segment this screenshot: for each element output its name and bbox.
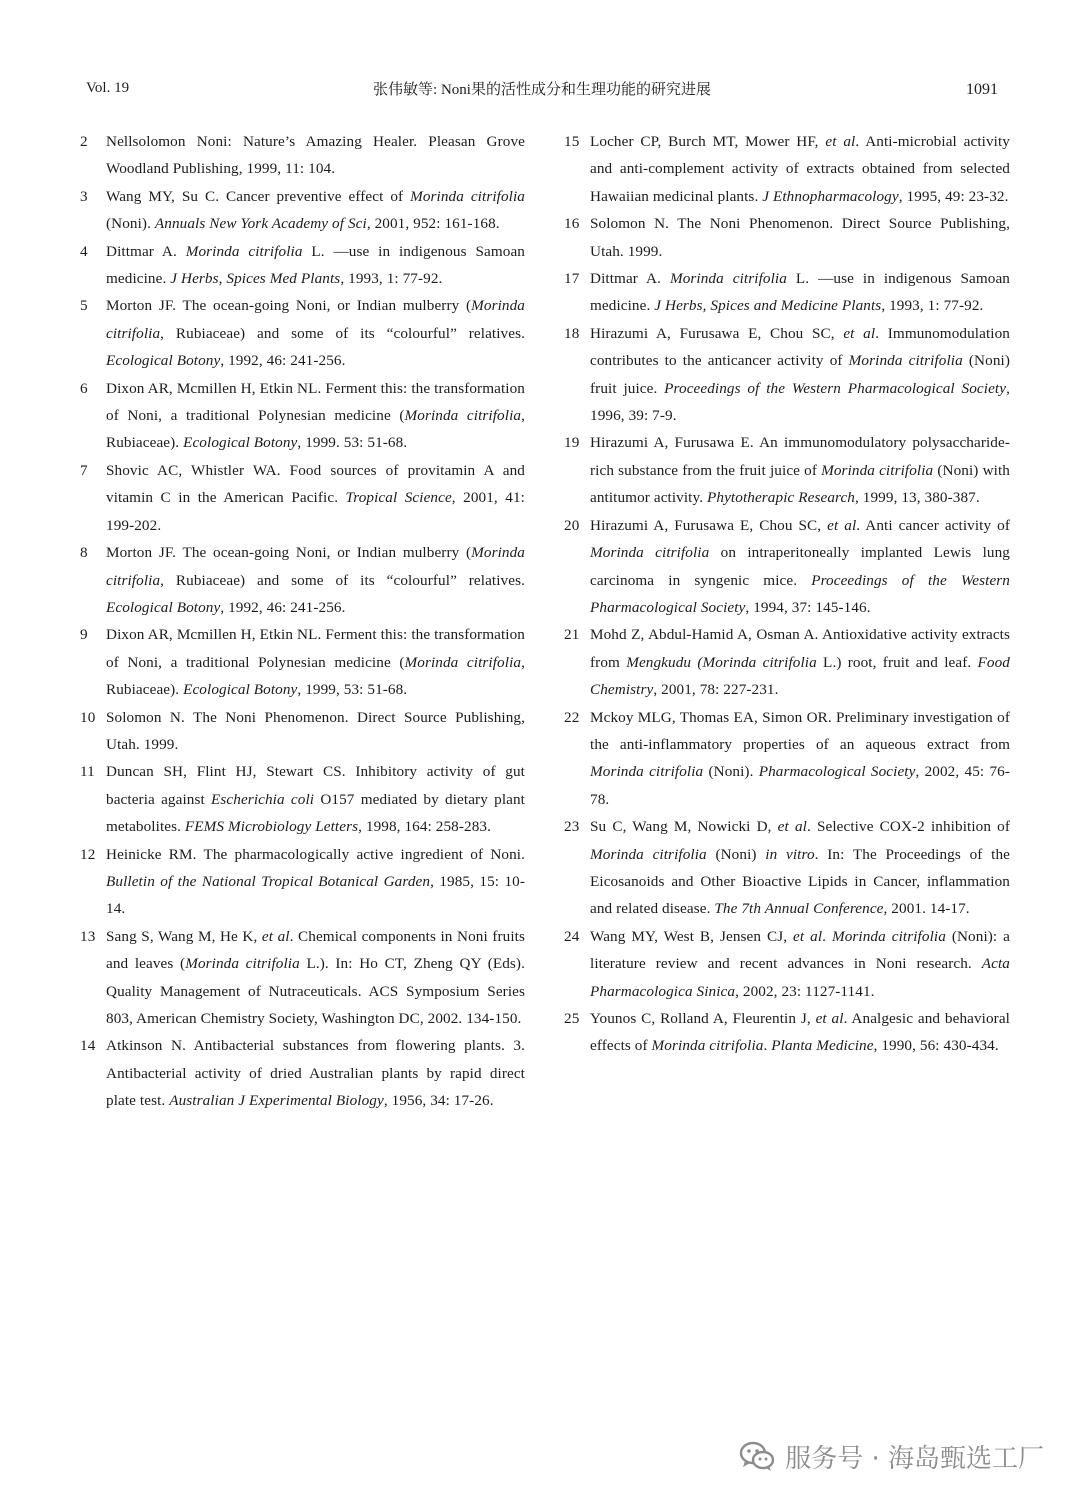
reference-segment: , 1992, 46: 241-256. xyxy=(220,598,346,616)
reference-number: 25 xyxy=(564,1010,580,1027)
reference-segment: . In: The Proceedings of the Eicosanoids and Other Bioactive Lipids in Cancer, inflammation and related disease. xyxy=(590,845,1010,918)
reference-segment: . Selective COX-2 inhibition of xyxy=(806,818,1011,836)
reference-italic-segment: et al xyxy=(793,927,823,945)
reference-text xyxy=(590,928,1010,1000)
reference-italic-segment: J Herbs, Spices Med Plants xyxy=(170,270,341,288)
reference-italic-segment: Ecological Botony xyxy=(183,434,298,452)
reference-italic-segment: Morinda citrifolia xyxy=(410,187,525,205)
reference-italic-segment: Acta Pharmacologica Sinica xyxy=(590,955,1010,1000)
reference-number: 21 xyxy=(564,626,580,644)
reference-text xyxy=(590,626,1010,698)
reference-segment: , 1992, 46: 241-256. xyxy=(220,352,346,370)
reference-text xyxy=(590,709,1010,808)
reference-number: 13 xyxy=(80,927,96,945)
reference-text xyxy=(106,846,525,918)
reference-segment: Morton JF. The ocean-going Noni, or Indian mulberry ( xyxy=(106,297,472,315)
reference-italic-segment: Ecological Botony xyxy=(106,598,221,616)
reference-segment: . xyxy=(763,1037,772,1055)
reference-italic-segment: Morinda citrifolia xyxy=(404,407,522,425)
reference-number: 7 xyxy=(80,461,88,479)
reference-text xyxy=(590,517,1010,616)
reference-segment: L. —use in indigenous Samoan medicine. xyxy=(590,270,1010,315)
reference-number: 18 xyxy=(564,324,580,342)
reference-text xyxy=(106,380,525,452)
reference-segment: , 2001, 41: 199-202. xyxy=(106,489,525,534)
reference-segment: (Noni) fruit juice. xyxy=(590,352,1010,397)
reference-text xyxy=(106,928,525,1027)
reference-italic-segment: Morinda citrifolia xyxy=(669,270,787,288)
reference-number: 8 xyxy=(80,544,88,562)
reference-item xyxy=(80,841,525,923)
reference-italic-segment: et al xyxy=(827,516,857,534)
reference-italic-segment: Morinda citrifolia xyxy=(185,242,303,260)
reference-segment: . xyxy=(822,927,832,945)
reference-text xyxy=(106,763,525,835)
reference-segment: . Analgesic and behavioral effects of xyxy=(590,1010,1010,1055)
reference-text xyxy=(590,133,1010,205)
reference-segment: , 2001, 78: 227-231. xyxy=(653,681,779,699)
reference-item xyxy=(80,128,525,183)
reference-italic-segment: Tropical Science xyxy=(345,489,452,507)
reference-italic-segment: Proceedings of the Western Pharmacological Society xyxy=(590,571,1010,616)
reference-text xyxy=(590,818,1010,917)
reference-text xyxy=(590,1010,1010,1054)
watermark-text: 服务号 · 海岛甄选工厂 xyxy=(785,1443,1044,1474)
reference-segment: Locher CP, Burch MT, Mower HF, xyxy=(590,133,826,150)
reference-segment: . Anti cancer activity of xyxy=(856,516,1010,534)
reference-text xyxy=(106,243,525,287)
reference-text xyxy=(106,1037,525,1109)
reference-item xyxy=(564,1005,1010,1060)
reference-segment: Duncan SH, Flint HJ, Stewart CS. Inhibitory activity of gut bacteria against xyxy=(106,763,525,808)
references-right-column xyxy=(564,128,1010,1060)
reference-italic-segment: J Herbs, Spices and Medicine Plants xyxy=(654,297,882,315)
reference-italic-segment: Morinda citrifolia xyxy=(590,845,707,863)
reference-segment: Morton JF. The ocean-going Noni, or Indian mulberry ( xyxy=(106,544,472,562)
reference-italic-segment: Morinda citrifolia xyxy=(821,461,934,479)
reference-item xyxy=(564,320,1010,430)
reference-number: 5 xyxy=(80,297,88,315)
reference-italic-segment: Morinda citrifolia xyxy=(590,544,710,562)
reference-italic-segment: et al xyxy=(825,133,856,150)
reference-italic-segment: Morinda citrifolia xyxy=(848,352,963,370)
reference-segment: , 1956, 34: 17-26. xyxy=(383,1092,494,1110)
reference-number: 14 xyxy=(80,1037,96,1055)
reference-italic-segment: Morinda citrifolia xyxy=(106,544,525,589)
reference-segment: Solomon N. The Noni Phenomenon. Direct Source Publishing, Utah. 1999. xyxy=(590,215,1010,260)
reference-number: 9 xyxy=(80,626,88,644)
reference-segment: , Rubiaceae) and some of its “colourful” relatives. xyxy=(160,571,525,589)
page-header xyxy=(86,78,998,106)
reference-item xyxy=(564,210,1010,265)
reference-segment: (Noni). xyxy=(106,215,155,233)
reference-segment: , Rubiaceae). xyxy=(106,653,525,699)
reference-segment: Shovic AC, Whistler WA. Food sources of provitamin A and vitamin C in the American Pacific. xyxy=(106,461,525,507)
reference-segment: Dittmar A. xyxy=(106,242,186,260)
reference-number: 12 xyxy=(80,845,96,863)
reference-item xyxy=(80,758,525,840)
reference-segment: Hirazumi A, Furusawa E, Chou SC, xyxy=(590,516,828,534)
reference-text xyxy=(106,626,525,698)
reference-item xyxy=(80,621,525,703)
reference-segment: (Noni) with antitumor activity. xyxy=(590,461,1010,507)
reference-item xyxy=(564,128,1010,210)
running-title: 张伟敏等: Noni果的活性成分和生理功能的研究进展 xyxy=(373,82,711,98)
reference-italic-segment: Morinda citrifolia xyxy=(590,763,704,781)
reference-segment: , 1993, 1: 77-92. xyxy=(881,297,984,315)
reference-segment: , 2002, 23: 1127-1141. xyxy=(735,982,875,1000)
reference-segment: , 2001. 14-17. xyxy=(883,900,970,918)
reference-italic-segment: J Ethnopharmacology xyxy=(762,187,899,205)
reference-item xyxy=(564,621,1010,703)
reference-italic-segment: in vitro xyxy=(765,845,815,863)
reference-segment: Solomon N. The Noni Phenomenon. Direct Source Publishing, Utah. 1999. xyxy=(106,708,525,753)
reference-segment: on intraperitoneally implanted Lewis lung carcinoma in syngenic mice. xyxy=(590,544,1010,589)
reference-segment: , 1999, 53: 51-68. xyxy=(297,681,408,699)
reference-text xyxy=(590,325,1010,424)
reference-italic-segment: Phytotherapic Research xyxy=(707,489,855,507)
reference-number: 22 xyxy=(564,708,580,726)
reference-italic-segment: Morinda citrifolia xyxy=(651,1037,764,1055)
reference-italic-segment: Food Chemistry xyxy=(590,653,1010,699)
reference-segment: , Rubiaceae) and some of its “colourful” relatives. xyxy=(160,324,525,342)
watermark xyxy=(739,1436,1044,1476)
reference-item xyxy=(564,813,1010,923)
reference-segment: Sang S, Wang M, He K, xyxy=(106,927,262,945)
reference-number: 23 xyxy=(564,818,580,836)
reference-segment: Hirazumi A, Furusawa E. An immunomodulatory polysaccharide-rich substance from the fruit juice of xyxy=(590,434,1010,479)
reference-text xyxy=(106,188,525,232)
reference-number: 10 xyxy=(80,708,96,726)
reference-italic-segment: Morinda citrifolia xyxy=(185,955,300,973)
reference-segment: Heinicke RM. The pharmacologically active ingredient of Noni. xyxy=(106,845,525,863)
reference-segment: , 1998, 164: 258-283. xyxy=(358,818,491,836)
reference-item xyxy=(80,1032,525,1114)
reference-segment: (Noni) xyxy=(706,845,766,863)
reference-italic-segment: Proceedings of the Western Pharmacological Society xyxy=(664,379,1007,397)
reference-segment: , 1999, 13, 380-387. xyxy=(855,489,980,507)
reference-segment: Younos C, Rolland A, Fleurentin J, xyxy=(590,1010,816,1027)
reference-italic-segment: et al xyxy=(261,927,290,945)
reference-italic-segment: Annuals New York Academy of Sci xyxy=(154,215,367,233)
reference-italic-segment: Morinda citrifolia xyxy=(106,297,525,342)
reference-segment: L. —use in indigenous Samoan medicine. xyxy=(106,242,525,288)
reference-segment: Wang MY, Su C. Cancer preventive effect of xyxy=(106,187,411,205)
reference-item xyxy=(80,183,525,238)
reference-text xyxy=(590,270,1010,314)
reference-number: 24 xyxy=(564,927,580,945)
reference-number: 15 xyxy=(564,133,580,150)
reference-number: 16 xyxy=(564,215,580,233)
reference-segment: Dixon AR, Mcmillen H, Etkin NL. Ferment this: the transformation of Noni, a traditional Polynesian medicine ( xyxy=(106,626,525,671)
reference-segment: , 1995, 49: 23-32. xyxy=(898,187,1009,205)
reference-segment: Hirazumi A, Furusawa E, Chou SC, xyxy=(590,324,844,342)
reference-italic-segment: et al xyxy=(777,818,807,836)
reference-segment: L.) root, fruit and leaf. xyxy=(816,653,978,671)
reference-number: 4 xyxy=(80,242,88,260)
reference-text xyxy=(106,544,525,616)
reference-segment: , 1994, 37: 145-146. xyxy=(745,598,871,616)
reference-italic-segment: et al xyxy=(843,324,876,342)
reference-segment: , 1993, 1: 77-92. xyxy=(340,270,443,288)
reference-italic-segment: Ecological Botony xyxy=(106,352,221,370)
reference-italic-segment: Australian J Experimental Biology xyxy=(169,1092,384,1110)
reference-segment: , 1999. 53: 51-68. xyxy=(297,434,408,452)
reference-segment: Wang MY, West B, Jensen CJ, xyxy=(590,927,794,945)
reference-segment: , 1985, 15: 10-14. xyxy=(106,872,526,918)
reference-segment: . Immunomodulation contributes to the anticancer activity of xyxy=(590,324,1010,370)
reference-item xyxy=(564,429,1010,511)
reference-segment: , 1990, 56: 430-434. xyxy=(873,1037,999,1055)
references-left-column xyxy=(80,128,525,1115)
reference-italic-segment: Ecological Botony xyxy=(183,681,298,699)
reference-segment: (Noni). xyxy=(703,763,759,781)
reference-segment: (Noni): a literature review and recent advances in Noni research. xyxy=(590,927,1010,973)
reference-item xyxy=(80,539,525,621)
reference-segment: , 1996, 39: 7-9. xyxy=(590,379,1010,425)
reference-segment: , 2002, 45: 76-78. xyxy=(590,763,1010,808)
reference-italic-segment: Morinda citrifolia xyxy=(404,653,522,671)
reference-italic-segment: et al xyxy=(815,1010,844,1027)
wechat-icon xyxy=(739,1440,775,1472)
reference-segment: Mckoy MLG, Thomas EA, Simon OR. Preliminary investigation of the anti-inflammatory properties of an aqueous extract from xyxy=(590,708,1010,753)
reference-item xyxy=(80,375,525,457)
reference-segment: . Anti-microbial activity and anti-complement activity of extracts obtained from selected Hawaiian medicinal plants. xyxy=(590,133,1010,205)
reference-segment: Mohd Z, Abdul-Hamid A, Osman A. Antioxidative activity extracts from xyxy=(590,626,1010,671)
reference-item xyxy=(80,238,525,293)
reference-item xyxy=(80,923,525,1033)
reference-item xyxy=(564,265,1010,320)
reference-segment: Nellsolomon Noni: Nature’s Amazing Healer. Pleasan Grove Woodland Publishing, 1999, 11: 104. xyxy=(106,133,525,178)
reference-number: 11 xyxy=(80,763,95,781)
reference-item xyxy=(564,704,1010,814)
page-number: 1091 xyxy=(966,81,998,98)
reference-item xyxy=(80,457,525,539)
reference-segment: . Chemical components in Noni fruits and leaves ( xyxy=(106,927,525,973)
reference-italic-segment: FEMS Microbiology Letters xyxy=(184,818,359,836)
reference-segment: Dittmar A. xyxy=(590,270,670,288)
reference-number: 17 xyxy=(564,270,580,288)
reference-italic-segment: Morinda citrifolia xyxy=(831,927,946,945)
reference-segment: O157 mediated by dietary plant metabolites. xyxy=(106,790,526,836)
reference-segment: Su C, Wang M, Nowicki D, xyxy=(590,818,778,836)
reference-text xyxy=(106,462,525,534)
reference-text xyxy=(106,297,525,369)
reference-segment: L.). In: Ho CT, Zheng QY (Eds). Quality Management of Nutraceuticals. ACS Symposium Series 803, American Chemistry Society, Washington DC, 2002. 134-150. xyxy=(106,955,525,1027)
reference-number: 20 xyxy=(564,516,580,534)
volume-label: Vol. 19 xyxy=(86,80,130,96)
reference-text xyxy=(590,434,1010,506)
reference-number: 2 xyxy=(80,133,88,150)
reference-number: 6 xyxy=(80,379,88,397)
reference-italic-segment: Escherichia coli xyxy=(211,790,315,808)
reference-italic-segment: Pharmacological Society xyxy=(758,763,916,781)
reference-italic-segment: The 7th Annual Conference xyxy=(714,900,884,918)
reference-segment: Atkinson N. Antibacterial substances from flowering plants. 3. Antibacterial activity of dried Australian plants by rapid direct plate test. xyxy=(106,1037,525,1110)
reference-segment: , 2001, 952: 161-168. xyxy=(366,215,500,233)
reference-text xyxy=(590,215,1010,259)
reference-number: 3 xyxy=(80,187,88,205)
reference-segment: Dixon AR, Mcmillen H, Etkin NL. Ferment this: the transformation of Noni, a traditional Polynesian medicine ( xyxy=(106,379,525,425)
reference-item xyxy=(564,512,1010,622)
reference-segment: , Rubiaceae). xyxy=(106,407,525,452)
reference-number: 19 xyxy=(564,434,580,452)
reference-italic-segment: Bulletin of the National Tropical Botanical Garden xyxy=(106,872,431,890)
reference-italic-segment: Mengkudu (Morinda citrifolia xyxy=(626,653,817,671)
reference-item xyxy=(564,923,1010,1005)
reference-text xyxy=(106,133,525,177)
reference-item xyxy=(80,704,525,759)
reference-item xyxy=(80,292,525,374)
reference-text xyxy=(106,709,525,753)
reference-italic-segment: Planta Medicine xyxy=(771,1037,874,1055)
